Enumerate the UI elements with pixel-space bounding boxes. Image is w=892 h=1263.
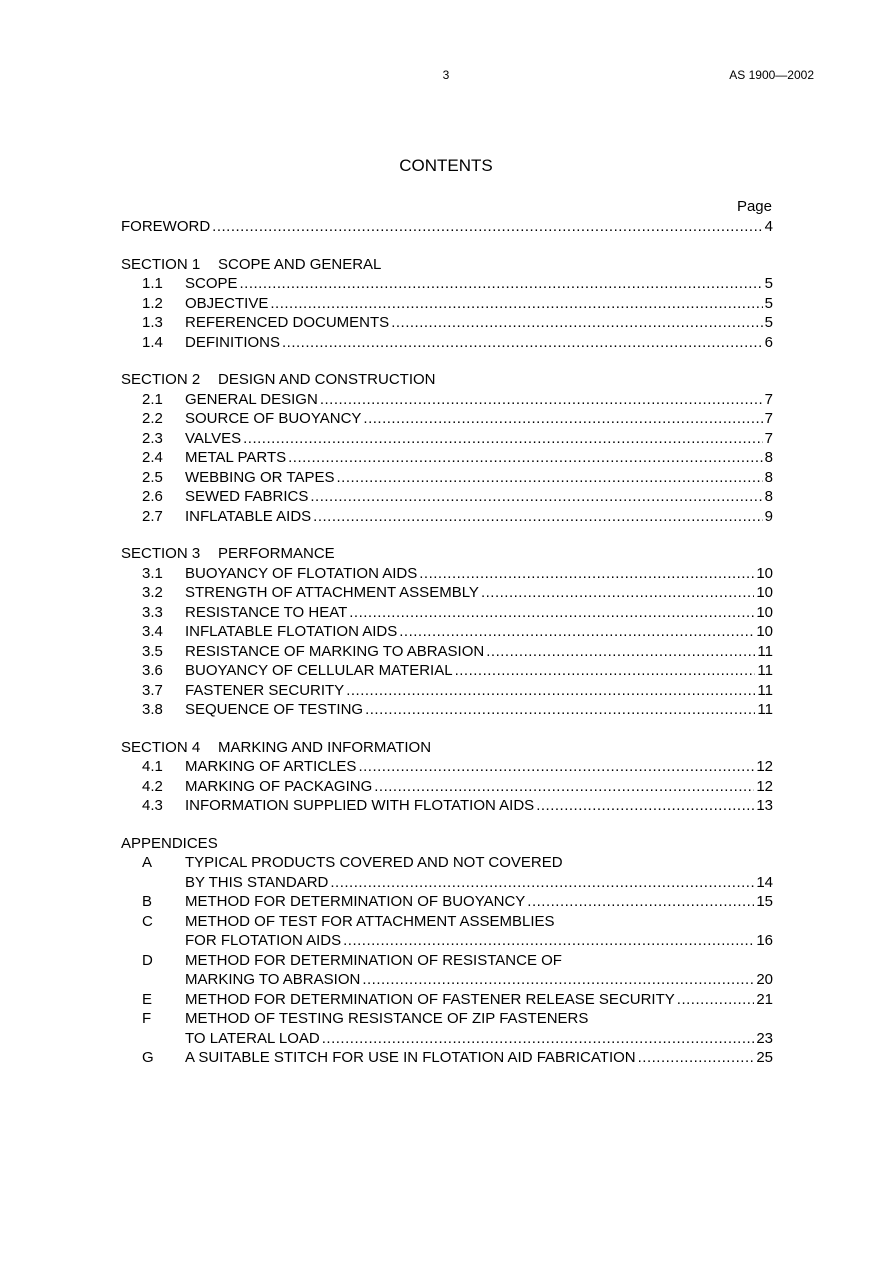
- section-number: SECTION 4: [121, 738, 201, 756]
- toc-entry-title: SOURCE OF BUOYANCY: [185, 410, 362, 427]
- toc-entry-page: 10: [756, 584, 773, 601]
- toc-entry-title: VALVES: [185, 429, 242, 447]
- toc-entry-number: 3.7: [142, 681, 163, 699]
- section-title: SCOPE AND GENERAL: [218, 255, 382, 273]
- toc-entry-page: 11: [757, 681, 773, 699]
- toc-entry[interactable]: [121, 661, 773, 681]
- toc-entry-page: 8: [764, 488, 773, 505]
- toc-entry-page: 10: [756, 623, 773, 640]
- toc-entry-number: 3.6: [142, 662, 163, 679]
- toc-entry-number: 3.4: [142, 623, 163, 640]
- dot-leader: [677, 990, 755, 1010]
- toc-entry-page: 7: [764, 390, 773, 408]
- toc-entry[interactable]: [121, 448, 773, 468]
- toc-entry-number: 3.3: [142, 603, 163, 621]
- dot-leader: [343, 931, 754, 951]
- toc-entry-number: 1.3: [142, 314, 163, 331]
- toc-entry-page: 5: [764, 294, 773, 312]
- toc-entry-page: 11: [757, 642, 773, 660]
- appendix-title-line1: METHOD OF TEST FOR ATTACHMENT ASSEMBLIES: [185, 912, 555, 930]
- toc-entry-title: RESISTANCE TO HEAT: [185, 603, 348, 621]
- toc-entry[interactable]: [121, 564, 773, 584]
- dot-leader: [365, 700, 755, 720]
- toc-entry-page: 12: [756, 758, 773, 775]
- toc-entry[interactable]: [121, 507, 773, 527]
- section-number: SECTION 1: [121, 255, 201, 273]
- toc-entry-page: 7: [764, 429, 773, 447]
- dot-leader: [240, 274, 763, 294]
- toc-entry-title: FOREWORD: [121, 218, 211, 235]
- dot-leader: [282, 333, 763, 353]
- appendix-page: 25: [756, 1049, 773, 1066]
- appendix-title-line2: BY THIS STANDARD: [185, 873, 329, 891]
- appendix-page: 20: [756, 971, 773, 988]
- toc-entry-number: 1.2: [142, 294, 163, 312]
- toc-entry-number: 1.4: [142, 333, 163, 351]
- appendix-letter: B: [142, 893, 153, 910]
- section-number: SECTION 2: [121, 371, 201, 388]
- toc-entry-title: INFLATABLE AIDS: [185, 507, 312, 525]
- toc-entry[interactable]: [121, 409, 773, 429]
- dot-leader: [320, 390, 763, 410]
- toc-entry-number: 3.1: [142, 564, 163, 582]
- toc-entry-number: 2.1: [142, 390, 163, 408]
- toc-entry-number: 2.4: [142, 449, 163, 466]
- appendix-entry[interactable]: [121, 990, 773, 1010]
- toc-entry-page: 6: [764, 333, 773, 351]
- toc-entry-title: SEQUENCE OF TESTING: [185, 701, 364, 718]
- dot-leader: [358, 757, 754, 777]
- dot-leader: [330, 873, 754, 893]
- toc-entry-number: 3.8: [142, 701, 163, 718]
- toc-entry[interactable]: [121, 274, 773, 294]
- dot-leader: [399, 622, 754, 642]
- dot-leader: [536, 796, 754, 816]
- toc-entry-page: 7: [764, 410, 773, 427]
- appendix-entry[interactable]: [121, 912, 773, 951]
- appendix-entry[interactable]: [121, 853, 773, 892]
- toc-entry-title: INFORMATION SUPPLIED WITH FLOTATION AIDS: [185, 797, 535, 814]
- toc-entry[interactable]: [121, 487, 773, 507]
- appendix-entry[interactable]: [121, 1009, 773, 1048]
- toc-entry-number: 4.3: [142, 797, 163, 814]
- toc-entry-number: 2.7: [142, 507, 163, 525]
- dot-leader: [322, 1029, 755, 1049]
- toc-entry-number: 2.2: [142, 410, 163, 427]
- table-of-contents: [121, 217, 773, 1068]
- contents-title: CONTENTS: [399, 156, 493, 175]
- section-heading: [121, 738, 773, 758]
- section-title: PERFORMANCE: [218, 545, 335, 562]
- appendix-letter: A: [142, 854, 153, 871]
- toc-entry-page: 10: [756, 564, 773, 582]
- toc-entry-number: 2.3: [142, 429, 163, 447]
- appendix-entry[interactable]: [121, 892, 773, 912]
- toc-entry-number: 4.2: [142, 777, 163, 795]
- appendix-letter: C: [142, 912, 153, 930]
- appendix-entry-line: [121, 892, 773, 912]
- appendix-entry-line: [121, 990, 773, 1010]
- toc-entry[interactable]: [121, 429, 773, 449]
- appendix-entry[interactable]: [121, 951, 773, 990]
- toc-entry-number: 3.2: [142, 584, 163, 601]
- toc-entry-title: OBJECTIVE: [185, 294, 269, 312]
- toc-entry-page: 11: [757, 701, 773, 718]
- toc-entry-title: METAL PARTS: [185, 449, 287, 466]
- dot-leader: [362, 970, 754, 990]
- toc-entry[interactable]: [121, 583, 773, 603]
- appendix-entry-line: [121, 1029, 773, 1049]
- toc-entry-title: DEFINITIONS: [185, 333, 281, 351]
- toc-entry-page: 13: [756, 797, 773, 814]
- section-number: SECTION 3: [121, 545, 201, 562]
- appendix-title-line2: FOR FLOTATION AIDS: [185, 932, 342, 949]
- toc-entry[interactable]: [121, 390, 773, 410]
- appendix-entry-line: [121, 1048, 773, 1068]
- appendix-title-line2: TO LATERAL LOAD: [185, 1029, 320, 1047]
- toc-entry[interactable]: [121, 622, 773, 642]
- appendix-title: METHOD FOR DETERMINATION OF BUOYANCY: [185, 893, 526, 910]
- dot-leader: [486, 642, 755, 662]
- toc-entry-foreword[interactable]: [121, 217, 773, 237]
- dot-leader: [346, 681, 755, 701]
- dot-leader: [391, 313, 762, 333]
- toc-entry-title: REFERENCED DOCUMENTS: [185, 314, 390, 331]
- appendix-title: METHOD FOR DETERMINATION OF FASTENER RELEASE SECURITY: [185, 990, 675, 1008]
- standard-identifier: AS 1900—2002: [729, 68, 814, 82]
- toc-entry[interactable]: [121, 313, 773, 333]
- toc-entry-title: RESISTANCE OF MARKING TO ABRASION: [185, 642, 485, 660]
- toc-entry-title: SEWED FABRICS: [185, 488, 309, 505]
- toc-entry-page: 11: [757, 662, 773, 679]
- toc-entry-title: MARKING OF ARTICLES: [185, 758, 357, 775]
- toc-entry[interactable]: [121, 796, 773, 816]
- toc-entry[interactable]: [121, 642, 773, 662]
- dot-leader: [310, 487, 762, 507]
- page-number: 3: [442, 68, 450, 82]
- toc-entry-number: 4.1: [142, 758, 163, 775]
- dot-leader: [455, 661, 756, 681]
- toc-entry-page: 4: [764, 218, 773, 235]
- dot-leader: [212, 217, 762, 237]
- toc-entry-number: 1.1: [142, 275, 163, 292]
- toc-entry[interactable]: [121, 333, 773, 353]
- toc-entry[interactable]: [121, 757, 773, 777]
- toc-entry[interactable]: [121, 700, 773, 720]
- toc-entry-number: 3.5: [142, 642, 163, 660]
- toc-entry-title: FASTENER SECURITY: [185, 681, 345, 699]
- dot-leader: [243, 429, 763, 449]
- appendices-heading: APPENDICES: [121, 834, 218, 852]
- appendix-title-line1: METHOD OF TESTING RESISTANCE OF ZIP FASTENERS: [185, 1010, 589, 1027]
- appendix-entry-line: [121, 951, 773, 971]
- section-title: DESIGN AND CONSTRUCTION: [218, 371, 436, 388]
- section-heading: [121, 544, 773, 564]
- toc-entry-title: INFLATABLE FLOTATION AIDS: [185, 623, 398, 640]
- dot-leader: [270, 294, 762, 314]
- appendix-page: 21: [756, 990, 773, 1008]
- appendix-entry[interactable]: [121, 1048, 773, 1068]
- toc-entry[interactable]: [121, 681, 773, 701]
- page-column-label: Page: [736, 198, 772, 215]
- dot-leader: [363, 409, 762, 429]
- toc-entry-title: MARKING OF PACKAGING: [185, 777, 373, 795]
- toc-entry-page: 9: [764, 507, 773, 525]
- dot-leader: [288, 448, 763, 468]
- dot-leader: [419, 564, 754, 584]
- section-heading: [121, 255, 773, 275]
- toc-entry[interactable]: [121, 603, 773, 623]
- dot-leader: [638, 1048, 755, 1068]
- dot-leader: [313, 507, 763, 527]
- toc-entry-title: BUOYANCY OF FLOTATION AIDS: [185, 564, 418, 582]
- dot-leader: [527, 892, 754, 912]
- appendix-letter: E: [142, 990, 153, 1008]
- toc-entry-page: 8: [764, 468, 773, 486]
- section-title: MARKING AND INFORMATION: [218, 738, 432, 756]
- toc-entry[interactable]: [121, 777, 773, 797]
- dot-leader: [336, 468, 762, 488]
- appendix-entry-line: [121, 1009, 773, 1029]
- appendix-title-line1: TYPICAL PRODUCTS COVERED AND NOT COVERED: [185, 854, 563, 871]
- toc-entry-number: 2.6: [142, 488, 163, 505]
- toc-entry-page: 5: [764, 275, 773, 292]
- dot-leader: [374, 777, 754, 797]
- appendix-title: A SUITABLE STITCH FOR USE IN FLOTATION AID FABRICATION: [185, 1049, 636, 1066]
- toc-entry-title: WEBBING OR TAPES: [185, 468, 335, 486]
- appendix-letter: D: [142, 951, 153, 969]
- appendix-letter: G: [142, 1049, 154, 1066]
- appendix-entry-line: [121, 931, 773, 951]
- toc-entry[interactable]: [121, 468, 773, 488]
- toc-entry-title: SCOPE: [185, 275, 238, 292]
- appendix-entry-line: [121, 853, 773, 873]
- toc-entry-title: BUOYANCY OF CELLULAR MATERIAL: [185, 662, 453, 679]
- toc-entry-page: 8: [764, 449, 773, 466]
- appendix-entry-line: [121, 912, 773, 932]
- appendix-entry-line: [121, 873, 773, 893]
- appendix-page: 23: [756, 1029, 773, 1047]
- appendix-title-line2: MARKING TO ABRASION: [185, 971, 361, 988]
- toc-entry-page: 12: [756, 777, 773, 795]
- section-heading: [121, 370, 773, 390]
- appendix-title-line1: METHOD FOR DETERMINATION OF RESISTANCE OF: [185, 951, 562, 969]
- dot-leader: [481, 583, 754, 603]
- appendix-page: 15: [756, 893, 773, 910]
- toc-entry-title: STRENGTH OF ATTACHMENT ASSEMBLY: [185, 584, 479, 601]
- toc-entry[interactable]: [121, 294, 773, 314]
- appendix-page: 14: [756, 873, 773, 891]
- toc-entry-page: 5: [764, 314, 773, 331]
- dot-leader: [349, 603, 754, 623]
- appendix-entry-line: [121, 970, 773, 990]
- toc-entry-title: GENERAL DESIGN: [185, 390, 318, 408]
- toc-entry-number: 2.5: [142, 468, 163, 486]
- appendix-letter: F: [142, 1010, 152, 1027]
- toc-entry-page: 10: [756, 603, 773, 621]
- appendix-page: 16: [756, 932, 773, 949]
